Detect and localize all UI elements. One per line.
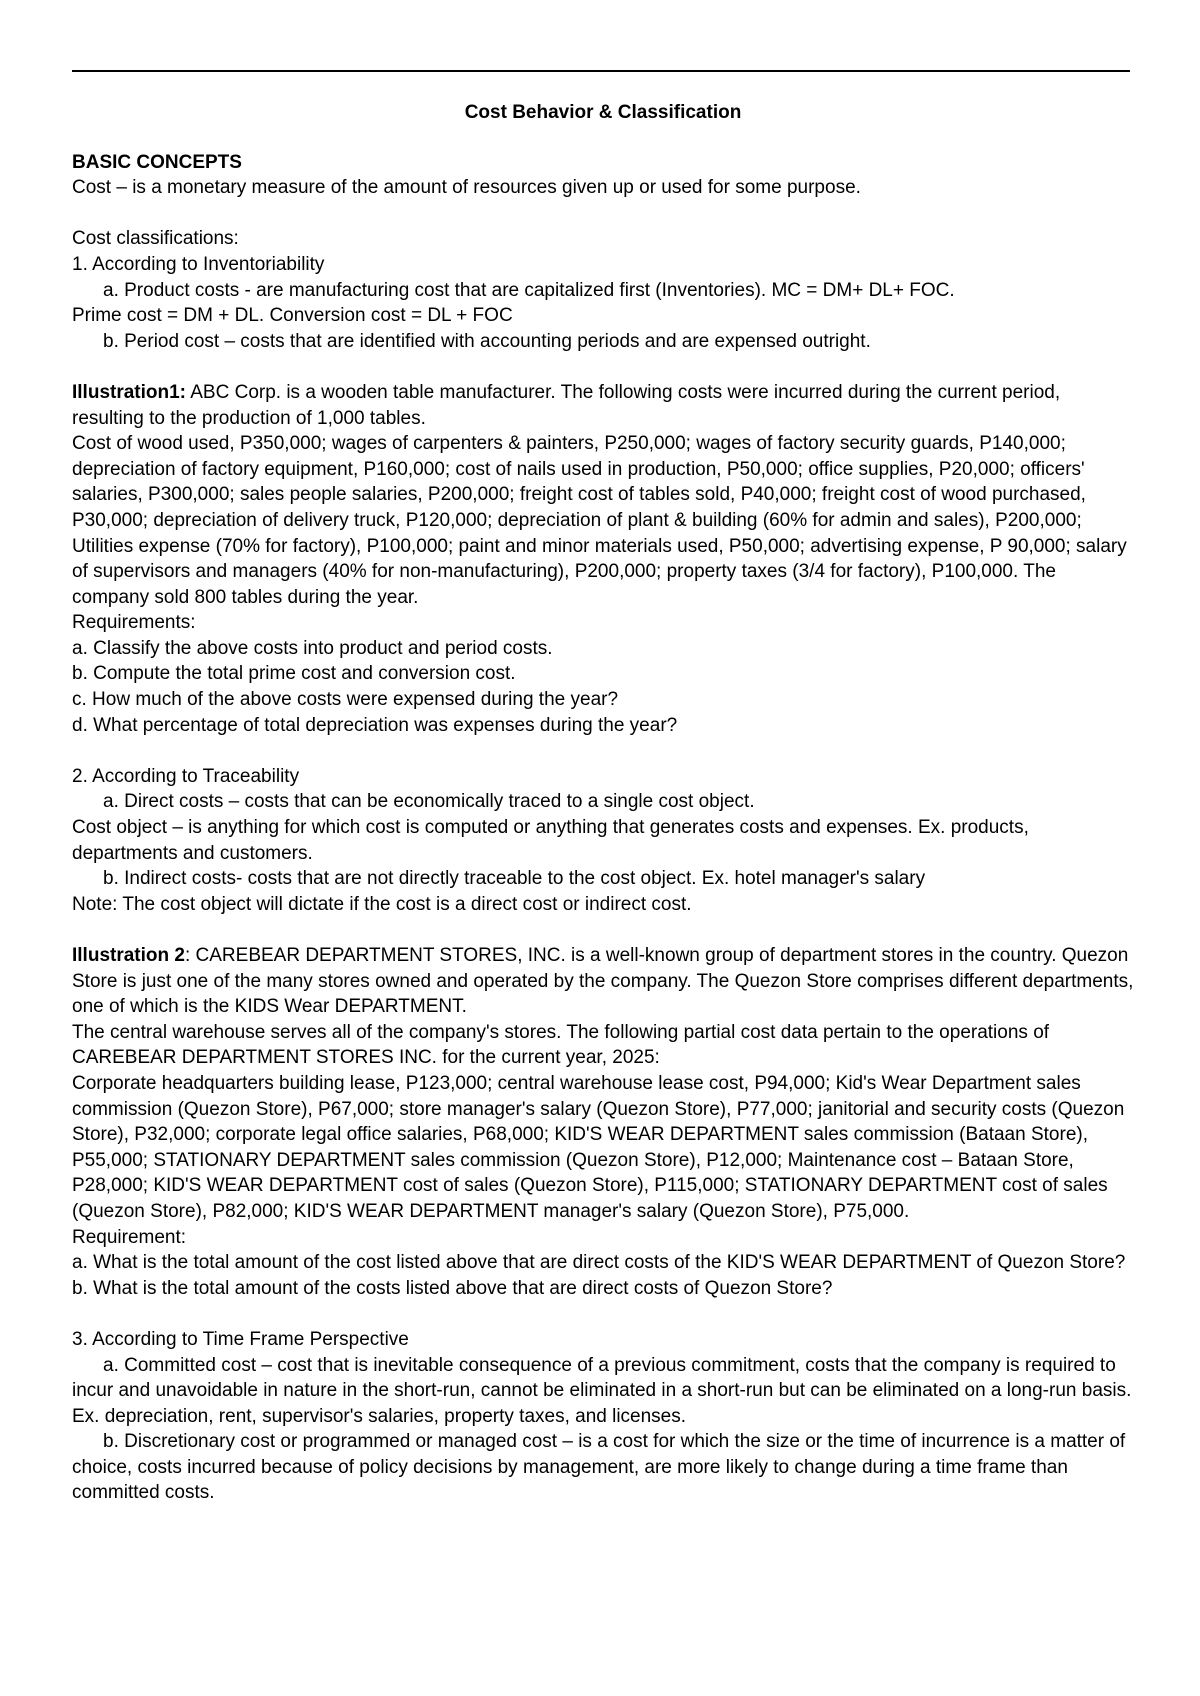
committed-cost-item [72,1353,1134,1404]
illustration-1-req-b: b. Compute the total prime cost and conversion cost. [72,663,516,685]
committed-cost-examples: Ex. depreciation, rent, supervisor's salaries, property taxes, and licenses. [72,1405,687,1427]
illustration-1-intro-text: ABC Corp. is a wooden table manufacturer. The following costs were incurred during the current period, resulting to the production of 1,000 tables. [72,381,1061,429]
illustration-2-intro [72,943,1134,1020]
discretionary-cost-item [72,1429,1134,1506]
section-1-title: 1. According to Inventoriability [72,253,325,275]
illustration-1-req-c: c. How much of the above costs were expensed during the year? [72,689,619,711]
section-2-title: 2. According to Traceability [72,765,300,787]
indirect-costs-item: b. Indirect costs- costs that are not directly traceable to the cost object. Ex. hotel manager's salary [103,868,926,890]
basic-concepts-heading: BASIC CONCEPTS [72,151,242,173]
period-cost-item: b. Period cost – costs that are identified with accounting periods and are expensed outright. [103,330,871,352]
classifications-heading: Cost classifications: [72,228,239,250]
product-costs-item: a. Product costs - are manufacturing cost that are capitalized first (Inventories). MC = DM+ DL+ FOC. [103,279,955,301]
cost-object-definition: Cost object – is anything for which cost is computed or anything that generates costs and expenses. Ex. products, departments and customers. [72,817,1029,864]
illustration-2-label: Illustration 2 [72,945,185,966]
illustration-2-requirement-heading: Requirement: [72,1226,187,1248]
illustration-1-intro [72,380,1134,431]
discretionary-cost-text: b. Discretionary cost or programmed or managed cost – is a cost for which the size or the time of incurrence is a matter of choice, costs incurred because of policy decisions by management, are more likely to change during a time frame than committed costs. [72,1431,1126,1504]
illustration-1-req-d: d. What percentage of total depreciation was expenses during the year? [72,714,678,736]
page-title: Cost Behavior & Classification [464,102,742,123]
illustration-2-req-a: a. What is the total amount of the cost listed above that are direct costs of the KID'S WEAR DEPARTMENT of Quezon Store? [72,1252,1126,1274]
cost-definition: Cost – is a monetary measure of the amount of resources given up or used for some purpose. [72,177,861,199]
committed-cost-text: a. Committed cost – cost that is inevitable consequence of a previous commitment, costs that the company is required to incur and unavoidable in nature in the short-run, cannot be eliminated in a short-run but can be eliminated on a long-run basis. [72,1354,1132,1402]
illustration-1-costs: Cost of wood used, P350,000; wages of carpenters & painters, P250,000; wages of factory security guards, P140,000; depreciation of factory equipment, P160,000; cost of nails used in production, P50,000; office supplies, P20,000; officers' salaries, P300,000; sales people salaries, P200,000; freight cost of tables sold, P40,000; freight cost of wood purchased, P30,000; depreciation of delivery truck, P120,000; depreciation of plant & building (60% for admin and sales), P200,000; Utilities expense (70% for factory), P100,000; paint and minor materials used, P50,000; advertising expense, P 90,000; salary of supervisors and managers (40% for non-manufacturing), P200,000; property taxes (3/4 for factory), P100,000. The company sold 800 tables during the year. [72,433,1127,608]
header-rule [72,70,1130,72]
prime-conversion-cost: Prime cost = DM + DL. Conversion cost = DL + FOC [72,305,513,327]
illustration-1-requirements-heading: Requirements: [72,612,196,634]
traceability-note: Note: The cost object will dictate if the cost is a direct cost or indirect cost. [72,893,692,915]
direct-costs-item: a. Direct costs – costs that can be economically traced to a single cost object. [103,791,755,813]
illustration-2-warehouse: The central warehouse serves all of the company's stores. The following partial cost data pertain to the operations of CAREBEAR DEPARTMENT STORES INC. for the current year, 2025: [72,1021,1050,1069]
illustration-1-req-a: a. Classify the above costs into product and period costs. [72,637,553,659]
illustration-2-req-b: b. What is the total amount of the costs listed above that are direct costs of Quezon Store? [72,1277,833,1299]
document-body [72,100,1134,1506]
illustration-2-costs: Corporate headquarters building lease, P123,000; central warehouse lease cost, P94,000; Kid's Wear Department sales commission (Quezon Store), P67,000; store manager's salary (Quezon Store), P77,000; janitorial and security costs (Quezon Store), P32,000; corporate legal office salaries, P68,000; KID'S WEAR DEPARTMENT sales commission (Bataan Store), P55,000; STATIONARY DEPARTMENT sales commission (Quezon Store), P12,000; Maintenance cost – Bataan Store, P28,000; KID'S WEAR DEPARTMENT cost of sales (Quezon Store), P115,000; STATIONARY DEPARTMENT cost of sales (Quezon Store), P82,000; KID'S WEAR DEPARTMENT manager's salary (Quezon Store), P75,000. [72,1072,1125,1222]
illustration-2-intro-text: : CAREBEAR DEPARTMENT STORES, INC. is a well-known group of department stores in the country. Quezon Store is just one of the many stores owned and operated by the company. The Quezon Store comprises different departments, one of which is the KIDS Wear DEPARTMENT. [72,945,1134,1018]
section-3-title: 3. According to Time Frame Perspective [72,1328,409,1350]
illustration-1-label: Illustration1: [72,381,187,403]
